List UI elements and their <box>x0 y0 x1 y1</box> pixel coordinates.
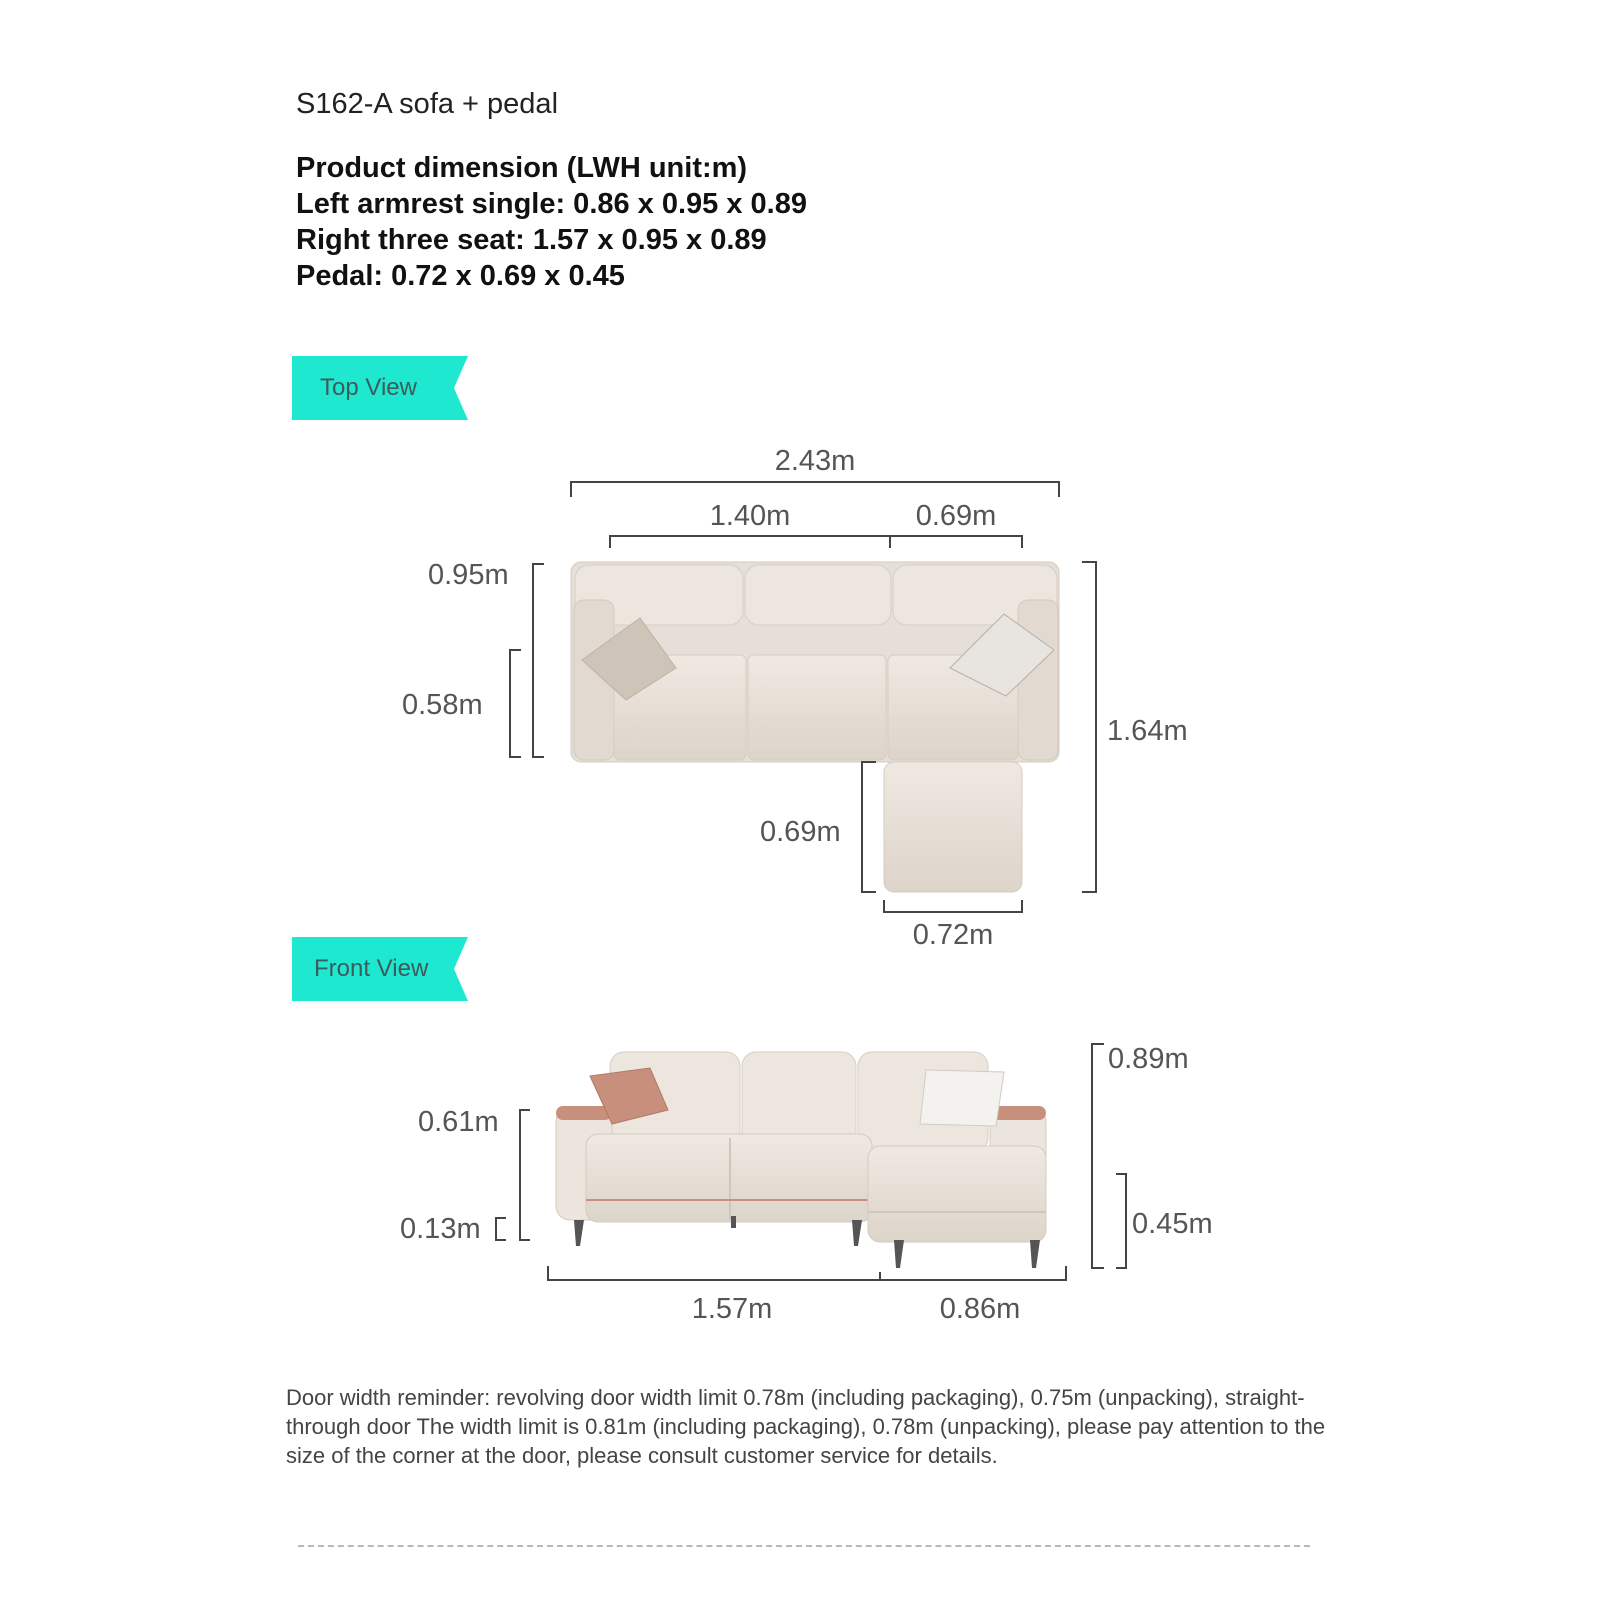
dim-pedal-width: 0.72m <box>912 919 994 951</box>
product-title: S162-A sofa + pedal <box>296 88 559 120</box>
dashed-divider <box>298 1545 1310 1547</box>
dim-pedal-depth: 0.69m <box>760 816 841 848</box>
dim-total-width: 2.43m <box>774 445 856 477</box>
spec-right-three-seat: Right three seat: 1.57 x 0.95 x 0.89 <box>296 224 767 256</box>
dim-sofa-length: 1.57m <box>691 1293 773 1325</box>
front-view-sofa-illustration <box>556 1052 1046 1268</box>
dim-back-height: 0.61m <box>418 1106 499 1138</box>
dim-total-depth: 1.64m <box>1107 715 1188 747</box>
dim-chaise-width: 0.69m <box>915 500 997 532</box>
dim-total-height: 0.89m <box>1108 1043 1189 1075</box>
top-view-label: Top View <box>320 374 417 401</box>
dim-pedal-length: 0.86m <box>939 1293 1021 1325</box>
spec-left-armrest: Left armrest single: 0.86 x 0.95 x 0.89 <box>296 188 807 220</box>
spec-heading: Product dimension (LWH unit:m) <box>296 152 748 184</box>
dim-leg-height: 0.13m <box>400 1213 481 1245</box>
spec-pedal: Pedal: 0.72 x 0.69 x 0.45 <box>296 260 625 292</box>
door-width-note: Door width reminder: revolving door width limit 0.78m (including packaging), 0.75m (unpacking), straight-through door The width limit is 0.81m (including packaging), 0.78m (unpacking), please pay attention to the size of the corner at the door, please consult customer service for details. <box>286 1385 1326 1468</box>
dim-seat-width: 1.40m <box>709 500 791 532</box>
dim-depth: 0.95m <box>428 559 509 591</box>
dim-seat-depth: 0.58m <box>402 689 483 721</box>
dim-pedal-height: 0.45m <box>1132 1208 1213 1240</box>
front-view-label: Front View <box>314 955 429 982</box>
